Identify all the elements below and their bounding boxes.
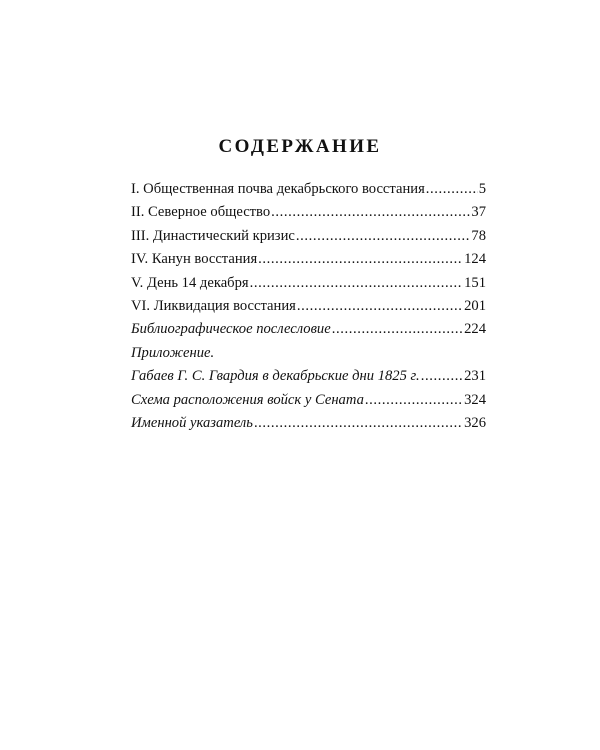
- toc-dot-leader: [297, 295, 463, 318]
- toc-page-number: 201: [464, 297, 486, 314]
- toc-entry-title: II. Северное общество: [131, 204, 271, 221]
- toc-page-number: 124: [464, 251, 486, 268]
- toc-page-number: 231: [464, 368, 486, 385]
- toc-page-number: 324: [464, 391, 486, 408]
- toc-dot-leader: [271, 201, 470, 224]
- toc-entry-title: V. День 14 декабря: [131, 274, 249, 291]
- toc-entry: [131, 389, 486, 412]
- toc-dot-leader: [421, 365, 463, 388]
- toc-dot-leader: [296, 225, 471, 248]
- toc-dot-leader: [332, 318, 463, 341]
- toc-entry: [131, 412, 486, 435]
- toc-page-number: 5: [478, 181, 486, 197]
- toc-page-number: 224: [464, 321, 486, 338]
- toc-entry: [131, 318, 486, 341]
- toc-entry-title: I. Общественная почва декабрьского восстания: [131, 181, 425, 197]
- toc-entry: [131, 248, 486, 271]
- toc-entry-title: Габаев Г. С. Гвардия в декабрьские дни 1825 г.: [131, 368, 420, 385]
- toc-dot-leader: [426, 178, 478, 201]
- toc-page-number: 326: [464, 414, 486, 431]
- table-of-contents: [131, 178, 486, 435]
- toc-dot-leader: [250, 272, 464, 295]
- toc-dot-leader: [365, 389, 463, 412]
- toc-entry-title: Схема расположения войск у Сената: [131, 391, 364, 408]
- toc-page-number: 151: [464, 274, 486, 291]
- page-title: СОДЕРЖАНИЕ: [218, 136, 382, 157]
- toc-entry-title: Именной указатель: [131, 414, 253, 431]
- toc-entry: [131, 201, 486, 224]
- toc-entry-title: IV. Канун восстания: [131, 251, 258, 268]
- toc-entry-title: VI. Ликвидация восстания: [131, 297, 296, 314]
- toc-appendix-label: Приложение.: [131, 344, 215, 361]
- toc-entry: [131, 295, 486, 318]
- toc-entry: [131, 225, 486, 248]
- toc-entry: [131, 178, 486, 201]
- toc-page-number: 78: [471, 227, 486, 244]
- toc-entry-title: III. Династический кризис: [131, 227, 295, 244]
- toc-entry-title: Библиографическое послесловие: [131, 321, 331, 338]
- toc-entry: [131, 365, 486, 388]
- toc-entry: [131, 272, 486, 295]
- toc-page-number: 37: [471, 204, 486, 221]
- toc-dot-leader: [258, 248, 463, 271]
- toc-dot-leader: [254, 412, 463, 435]
